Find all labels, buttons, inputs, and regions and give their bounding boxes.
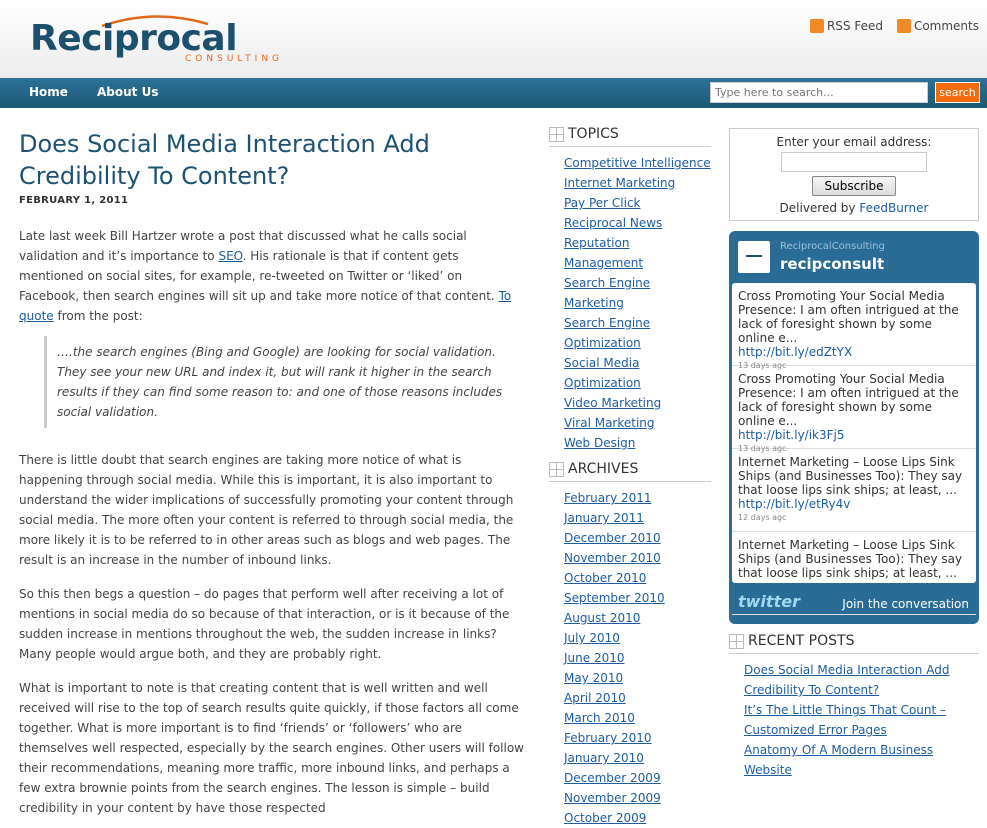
section-grid-icon [549, 462, 564, 477]
middle-sidebar [549, 126, 711, 828]
feedburner-link[interactable]: FeedBurner [859, 201, 929, 215]
list-item [564, 528, 711, 548]
search-button[interactable]: search [935, 82, 980, 103]
topics-link[interactable]: Competitive Intelligence [564, 156, 711, 170]
avatar[interactable] [738, 241, 770, 273]
archives-link[interactable]: October 2010 [564, 571, 647, 585]
archives-link[interactable]: April 2010 [564, 691, 626, 705]
list-item [564, 273, 711, 313]
post-article [19, 128, 524, 818]
text: . His rationale is that if content gets mentioned on social sites, for example, re-tweeted on Twitter or ‘liked’ on Facebook, then search engines will sit up and take more notice of that content. [19, 249, 499, 303]
post-date: FEBRUARY 1, 2011 [19, 195, 129, 206]
topics-link[interactable]: Social Media Optimization [564, 356, 641, 390]
section-grid-icon [729, 634, 744, 649]
list-item [564, 413, 711, 433]
rss-icon [897, 19, 911, 33]
text: Late last week Bill Hartzer wrote a post that discussed what he calls social validation and it’s importance to [19, 229, 467, 263]
logo-subtitle: CONSULTING [185, 54, 284, 64]
list-item [744, 740, 979, 780]
recent-posts-list [729, 660, 979, 780]
archives-link[interactable]: January 2011 [564, 511, 644, 525]
archives-link[interactable]: February 2010 [564, 731, 652, 745]
comments-feed-link[interactable] [897, 19, 979, 33]
archives-link[interactable]: December 2009 [564, 771, 661, 785]
list-item [564, 353, 711, 393]
recent-posts-heading [729, 633, 979, 654]
nav-home[interactable]: Home [29, 85, 68, 99]
email-label: Enter your email address: [776, 135, 932, 149]
post-paragraph: So this then begs a question – do pages that perform well after receiving a lot of mentions in social media do so because of that interaction, or is it because of the sudden increase in mentions throughout the web, the sudden increase in links? Many people would argue both, and they are probably right. [19, 587, 510, 661]
list-item [564, 788, 711, 808]
site-logo[interactable] [30, 14, 310, 70]
tweet-text: Cross Promoting Your Social Media Presence: I am often intrigued at the lack of foresight shown by some online e... [738, 372, 959, 428]
rss-feed-label: RSS Feed [826, 19, 883, 33]
tweet-list[interactable] [732, 283, 976, 583]
archives-link[interactable]: July 2010 [564, 631, 620, 645]
list-item [564, 728, 711, 748]
post-blockquote: ….the search engines (Bing and Google) are looking for social validation. They see your new URL and index it, but will rank it higher in the search results if they can find some reason to: and one of those reasons includes social validation. [44, 336, 524, 428]
archives-link[interactable]: August 2010 [564, 611, 641, 625]
list-item [564, 313, 711, 353]
archives-heading [549, 461, 711, 482]
archives-heading-label: ARCHIVES [568, 461, 639, 477]
archives-link[interactable]: June 2010 [564, 651, 625, 665]
twitter-widget-footer [729, 588, 979, 622]
list-item [564, 213, 711, 233]
twitter-widget-header [729, 231, 979, 283]
list-item [564, 193, 711, 213]
list-item [564, 768, 711, 788]
tweet [732, 366, 976, 453]
tweet-link[interactable]: http://bit.ly/etRy4v [738, 497, 851, 511]
topics-link[interactable]: Web Design [564, 436, 636, 450]
rss-feed-link[interactable] [810, 19, 883, 33]
list-item [564, 648, 711, 668]
list-item [564, 548, 711, 568]
delivered-by-text: Delivered by [779, 201, 860, 215]
subscribe-button[interactable]: Subscribe [812, 176, 896, 196]
nav-about-us[interactable]: About Us [97, 85, 159, 99]
text: from the post: [53, 309, 143, 323]
post-title[interactable]: Does Social Media Interaction Add Credibility To Content? [19, 130, 430, 190]
recent-link[interactable]: Anatomy Of A Modern Business Website [744, 743, 934, 777]
tweet-time: 12 days agc [738, 513, 787, 522]
tweet [732, 449, 976, 532]
archives-link[interactable]: May 2010 [564, 671, 624, 685]
email-subscribe-box [729, 128, 979, 221]
tweet-text: Internet Marketing – Loose Lips Sink Ships (and Businesses Too): They say that loose lips sink ships; at least, ... [738, 538, 963, 580]
seo-link[interactable]: SEO [218, 249, 243, 263]
delivered-by [730, 201, 978, 215]
archives-link[interactable]: December 2010 [564, 531, 661, 545]
topics-link[interactable]: Search Engine Marketing [564, 276, 651, 310]
list-item [564, 233, 711, 273]
rss-icon [810, 19, 824, 33]
topics-link[interactable]: Reputation Management [564, 236, 644, 270]
list-item [564, 808, 711, 828]
list-item [564, 488, 711, 508]
list-item [564, 708, 711, 728]
to-quote-link[interactable]: To quote [19, 289, 512, 323]
topics-link[interactable]: Video Marketing [564, 396, 662, 410]
topics-heading [549, 126, 711, 147]
list-item [744, 660, 979, 700]
tweet-link[interactable]: http://bit.ly/ik3Fj5 [738, 428, 845, 442]
site-header [0, 0, 987, 78]
tweet-text: Cross Promoting Your Social Media Presence: I am often intrigued at the lack of foresight shown by some online e... [738, 289, 959, 345]
tweet-link[interactable]: http://bit.ly/edZtYX [738, 345, 853, 359]
tweet-text: Internet Marketing – Loose Lips Sink Ships (and Businesses Too): They say that loose lips sink ships; at least, ... [738, 455, 963, 497]
search-input[interactable] [710, 82, 928, 103]
topics-list [549, 153, 711, 453]
twitter-username: ReciprocalConsulting [780, 241, 885, 252]
list-item [564, 173, 711, 193]
topics-link[interactable]: Pay Per Click [564, 196, 641, 210]
topics-link[interactable]: Reciprocal News [564, 216, 663, 230]
archives-link[interactable]: October 2009 [564, 811, 647, 825]
archives-link[interactable]: January 2010 [564, 751, 644, 765]
list-item [564, 628, 711, 648]
twitter-handle[interactable]: recipconsult [780, 255, 885, 273]
recent-posts [729, 633, 979, 780]
list-item [564, 748, 711, 768]
list-item [564, 433, 711, 453]
post-paragraph [19, 226, 524, 326]
recent-link[interactable]: Does Social Media Interaction Add Credibility To Content? [744, 663, 950, 697]
list-item [564, 588, 711, 608]
topics-link[interactable]: Viral Marketing [564, 416, 655, 430]
recent-posts-heading-label: RECENT POSTS [748, 633, 855, 649]
archives-list [549, 488, 711, 828]
email-field[interactable] [781, 152, 927, 172]
list-item [564, 153, 711, 173]
logo-text: Reciprocal [30, 18, 238, 59]
list-item [564, 393, 711, 413]
topics-heading-label: TOPICS [568, 126, 619, 142]
tweet-time: 13 days agc [738, 361, 787, 370]
topics-link[interactable]: Internet Marketing [564, 176, 676, 190]
list-item [744, 700, 979, 740]
list-item [564, 608, 711, 628]
archives-link[interactable]: March 2010 [564, 711, 635, 725]
twitter-widget [729, 231, 979, 624]
feed-links [810, 19, 979, 33]
archives-link[interactable]: November 2010 [564, 551, 661, 565]
archives-link[interactable]: February 2011 [564, 491, 652, 505]
post-paragraph: What is important to note is that creating content that is well written and well received will rise to the top of search results quite quickly, if those factors all come together. What is more important is to find ‘friends’ or ‘followers’ who are themselves well respected, especially by the search engines. Other users will follow their recommendations, meaning more traffic, more inbound links, and perhaps a few extra brownie points from the search engines. The lesson is simple – build credibility in your content by have those respected [19, 681, 524, 815]
archives-link[interactable]: November 2009 [564, 791, 661, 805]
join-conversation-link[interactable]: Join the conversation [842, 597, 969, 611]
list-item [564, 568, 711, 588]
tweet-time: 13 days agc [738, 444, 787, 453]
archives-link[interactable]: September 2010 [564, 591, 665, 605]
section-grid-icon [549, 127, 564, 142]
list-item [564, 668, 711, 688]
list-item [564, 508, 711, 528]
topics-link[interactable]: Search Engine Optimization [564, 316, 651, 350]
tweet [732, 283, 976, 370]
twitter-logo[interactable]: twitter [738, 592, 800, 611]
post-paragraph: There is little doubt that search engines are taking more notice of what is happening through social media. While this is important, it is also important to understand the wider implications of successfully promoting your content through social media. The more often your content is referred to through social media, the more likely it is to be referred to in other areas such as blogs and web pages. The result is an increase in the number of inbound links. [19, 453, 514, 567]
recent-link[interactable]: It’s The Little Things That Count – Customized Error Pages [744, 703, 947, 737]
list-item [564, 688, 711, 708]
comments-feed-label: Comments [913, 19, 979, 33]
